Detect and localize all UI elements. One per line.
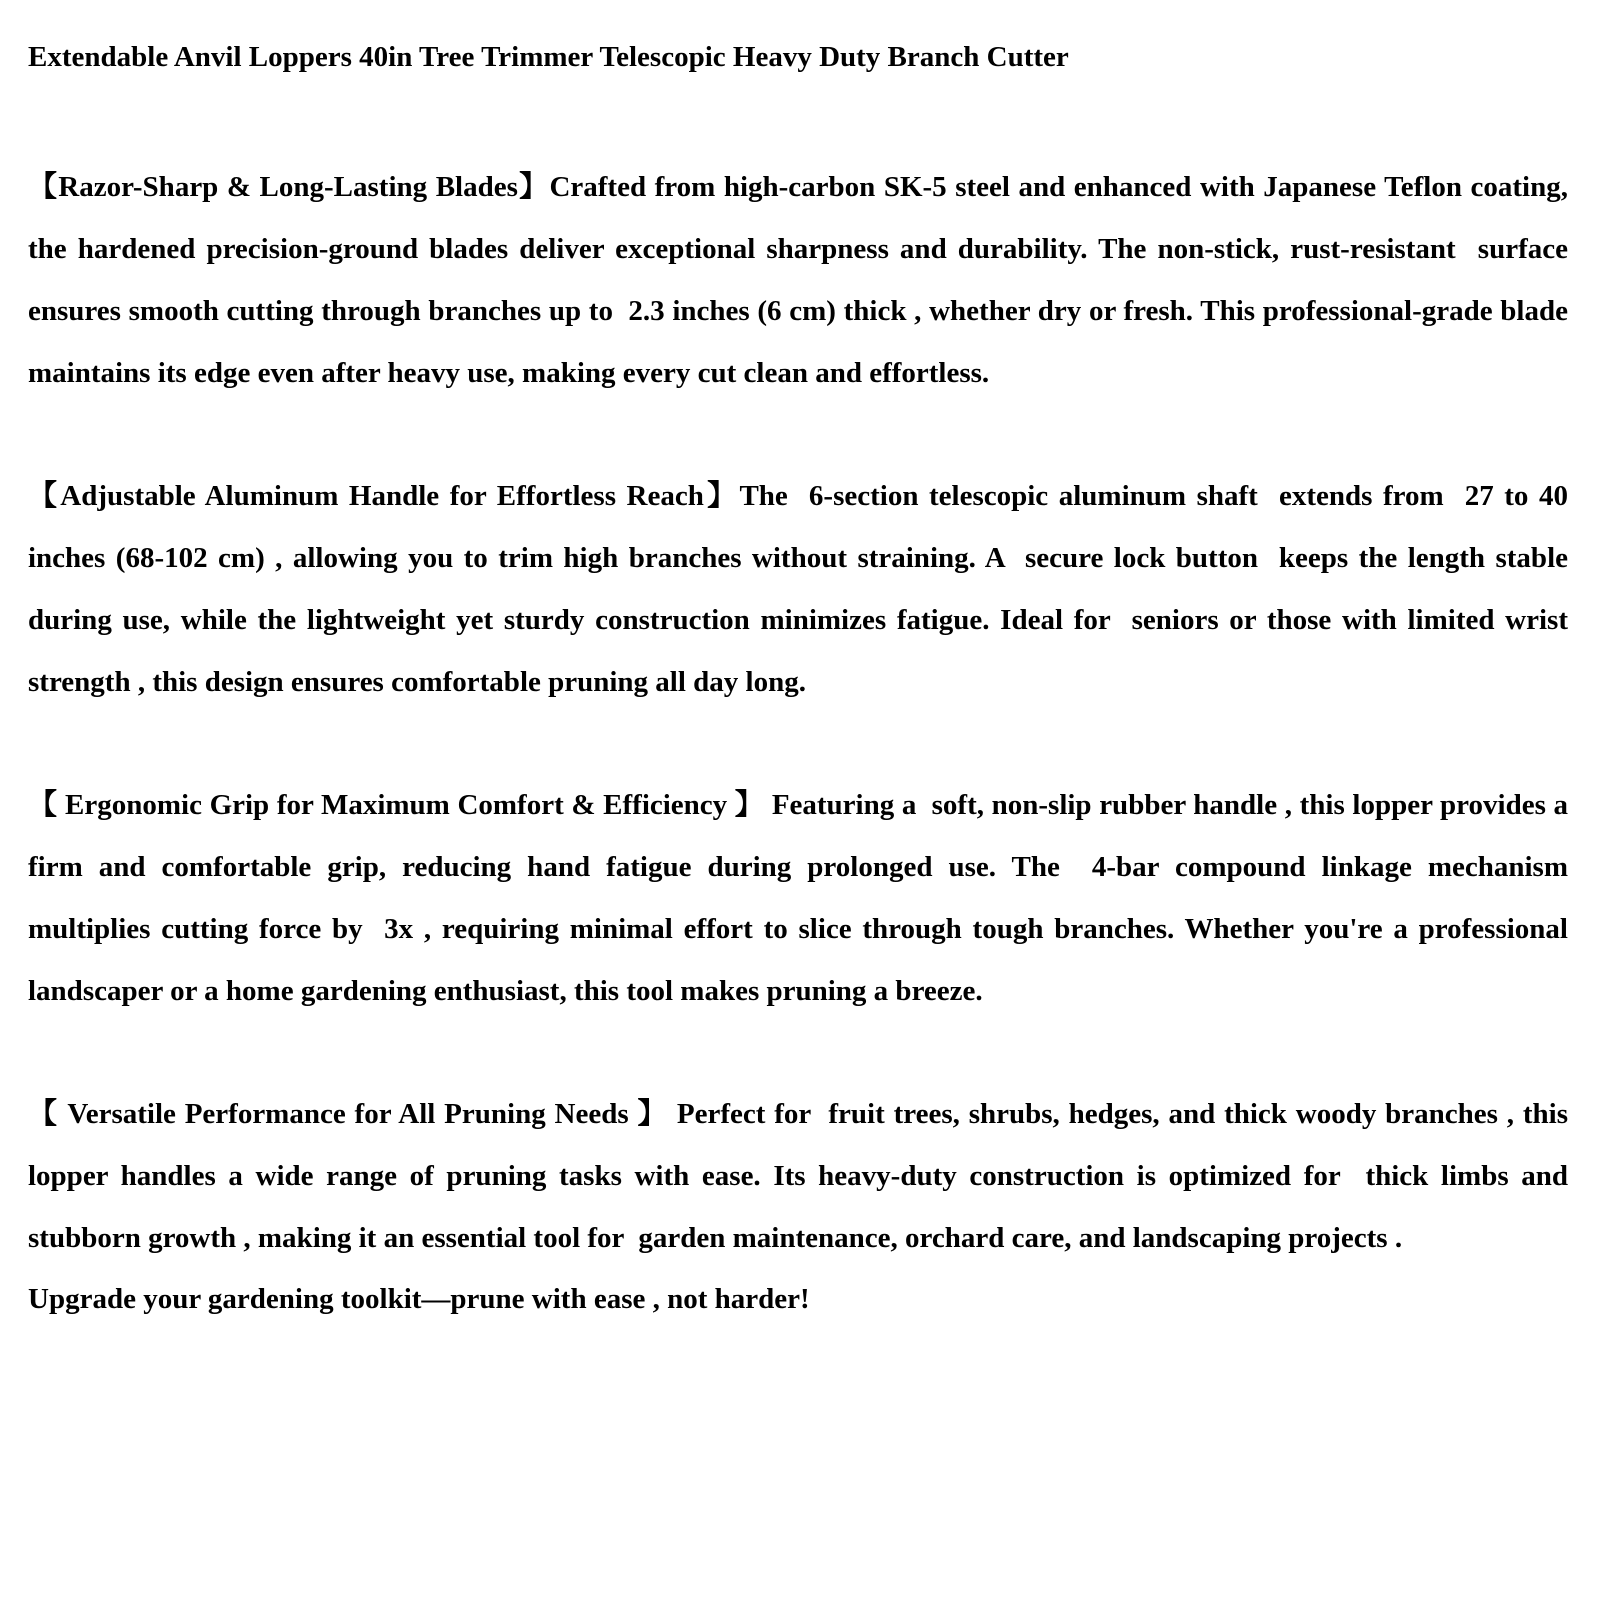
feature-paragraph-handle: 【Adjustable Aluminum Handle for Effortless Reach】The 6-section telescopic aluminum shaft extends from 27 to 40 inches (68-102 cm) , allowing you to trim high branches without straining. A secure lock button keeps the length stable during use, while the lightweight yet sturdy construction minimizes fatigue. Ideal for seniors or those with limited wrist strength , this design ensures comfortable pruning all day long. [28,480,1576,698]
feature-paragraph-versatility: 【 Versatile Performance for All Pruning Needs 】 Perfect for fruit trees, shrubs, hedges, and thick woody branches , this lopper handles a wide range of pruning tasks with ease. Its heavy-duty construction is optimized for thick limbs and stubborn growth , making it an essential tool for garden maintenance, orchard care, and landscaping projects . [28,1098,1576,1254]
closing-line: Upgrade your gardening toolkit—prune with ease , not harder! [28,1283,810,1315]
feature-paragraph-grip: 【 Ergonomic Grip for Maximum Comfort & Efficiency 】 Featuring a soft, non-slip rubber handle , this lopper provides a firm and comfortable grip, reducing hand fatigue during prolonged use. The 4-bar compound linkage mechanism multiplies cutting force by 3x , requiring minimal effort to slice through tough branches. Whether you're a professional landscaper or a home gardening enthusiast, this tool makes pruning a breeze. [28,789,1583,1007]
product-title: Extendable Anvil Loppers 40in Tree Trimmer Telescopic Heavy Duty Branch Cutter [28,41,1069,73]
product-description [28,38,1583,1330]
feature-paragraph-blades: 【Razor-Sharp & Long-Lasting Blades】Crafted from high-carbon SK-5 steel and enhanced with Japanese Teflon coating, the hardened precision-ground blades deliver exceptional sharpness and durability. The non-stick, rust-resistant surface ensures smooth cutting through branches up to 2.3 inches (6 cm) thick , whether dry or fresh. This professional-grade blade maintains its edge even after heavy use, making every cut clean and effortless. [28,171,1576,389]
